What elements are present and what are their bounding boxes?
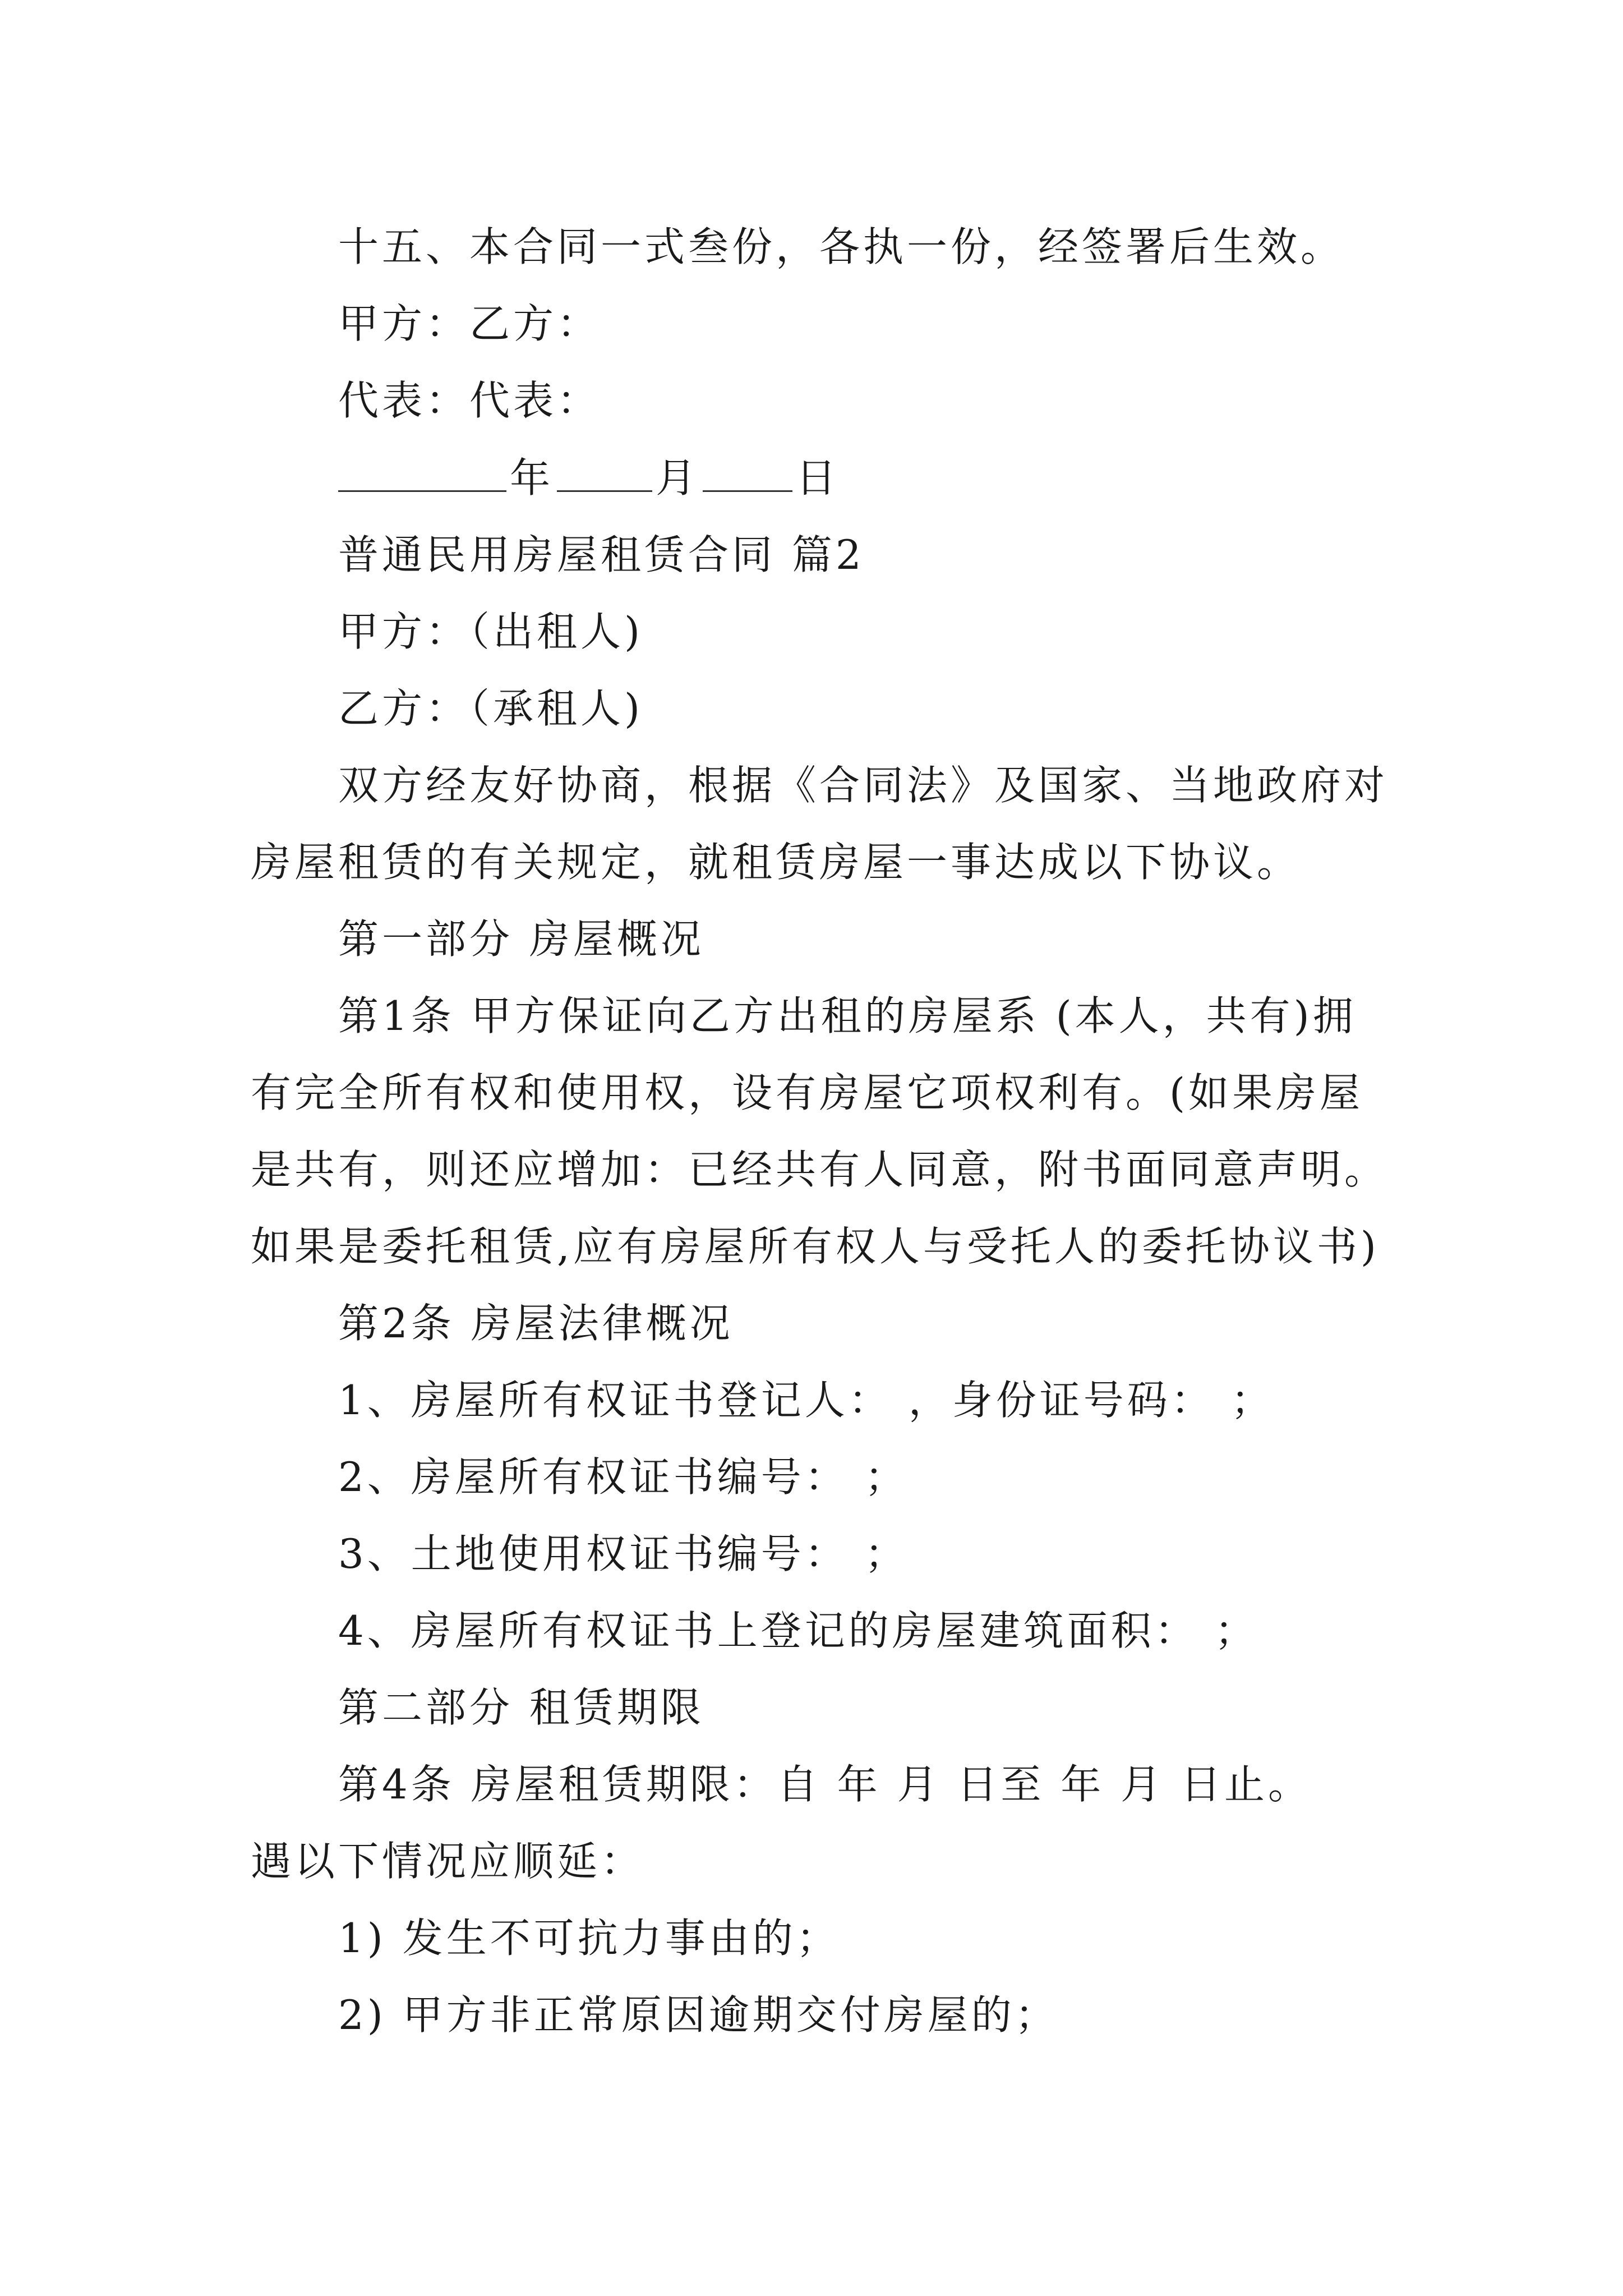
section-heading-2: 第二部分 租赁期限 bbox=[338, 1684, 704, 1731]
year-label: 年 bbox=[510, 454, 554, 501]
article-2-heading: 第2条 房屋法律概况 bbox=[338, 1300, 734, 1347]
date-line bbox=[338, 450, 843, 506]
day-blank bbox=[703, 452, 792, 492]
clause-15-text: 十五、本合同一式叁份，各执一份，经签署后生效。 bbox=[338, 223, 1345, 270]
article-1-line-3: 是共有，则还应增加：已经共有人同意，附书面同意声明。 bbox=[251, 1146, 1389, 1193]
article-2-item-4: 4、房屋所有权证书上登记的房屋建筑面积： ； bbox=[338, 1607, 1258, 1654]
article-1-line-1: 第1条 甲方保证向乙方出租的房屋系 (本人，共有)拥 bbox=[338, 992, 1357, 1039]
month-blank bbox=[557, 452, 652, 492]
section-heading-1: 第一部分 房屋概况 bbox=[338, 915, 704, 963]
contract-title: 普通民用房屋租赁合同 篇2 bbox=[338, 531, 865, 578]
article-4-line-1: 第4条 房屋租赁期限：自 年 月 日至 年 月 日止。 bbox=[338, 1761, 1312, 1808]
article-2-item-3: 3、土地使用权证书编号： ； bbox=[338, 1530, 909, 1577]
extension-item-1: 1) 发生不可抗力事由的； bbox=[338, 1915, 840, 1962]
article-2-item-2: 2、房屋所有权证书编号： ； bbox=[338, 1453, 909, 1501]
party-a-lessor: 甲方：（出租人) bbox=[338, 608, 644, 655]
party-b-lessee: 乙方：（承租人) bbox=[338, 685, 644, 732]
article-2-item-1: 1、房屋所有权证书登记人： ，身份证号码： ； bbox=[338, 1377, 1275, 1424]
day-label: 日 bbox=[796, 454, 840, 501]
preamble-line-2: 房屋租赁的有关规定，就租赁房屋一事达成以下协议。 bbox=[251, 839, 1301, 886]
year-blank bbox=[338, 452, 506, 492]
article-1-line-2: 有完全所有权和使用权，设有房屋它项权利有。(如果房屋 bbox=[251, 1069, 1364, 1116]
article-4-line-2: 遇以下情况应顺延： bbox=[251, 1838, 645, 1885]
month-label: 月 bbox=[656, 454, 700, 501]
party-labels: 甲方：乙方： bbox=[338, 300, 601, 347]
article-1-line-4: 如果是委托租赁,应有房屋所有权人与受托人的委托协议书) bbox=[251, 1223, 1380, 1270]
representative-labels: 代表：代表： bbox=[338, 377, 601, 424]
preamble-line-1: 双方经友好协商，根据《合同法》及国家、当地政府对 bbox=[338, 762, 1389, 809]
extension-item-2: 2) 甲方非正常原因逾期交付房屋的； bbox=[338, 1991, 1059, 2039]
